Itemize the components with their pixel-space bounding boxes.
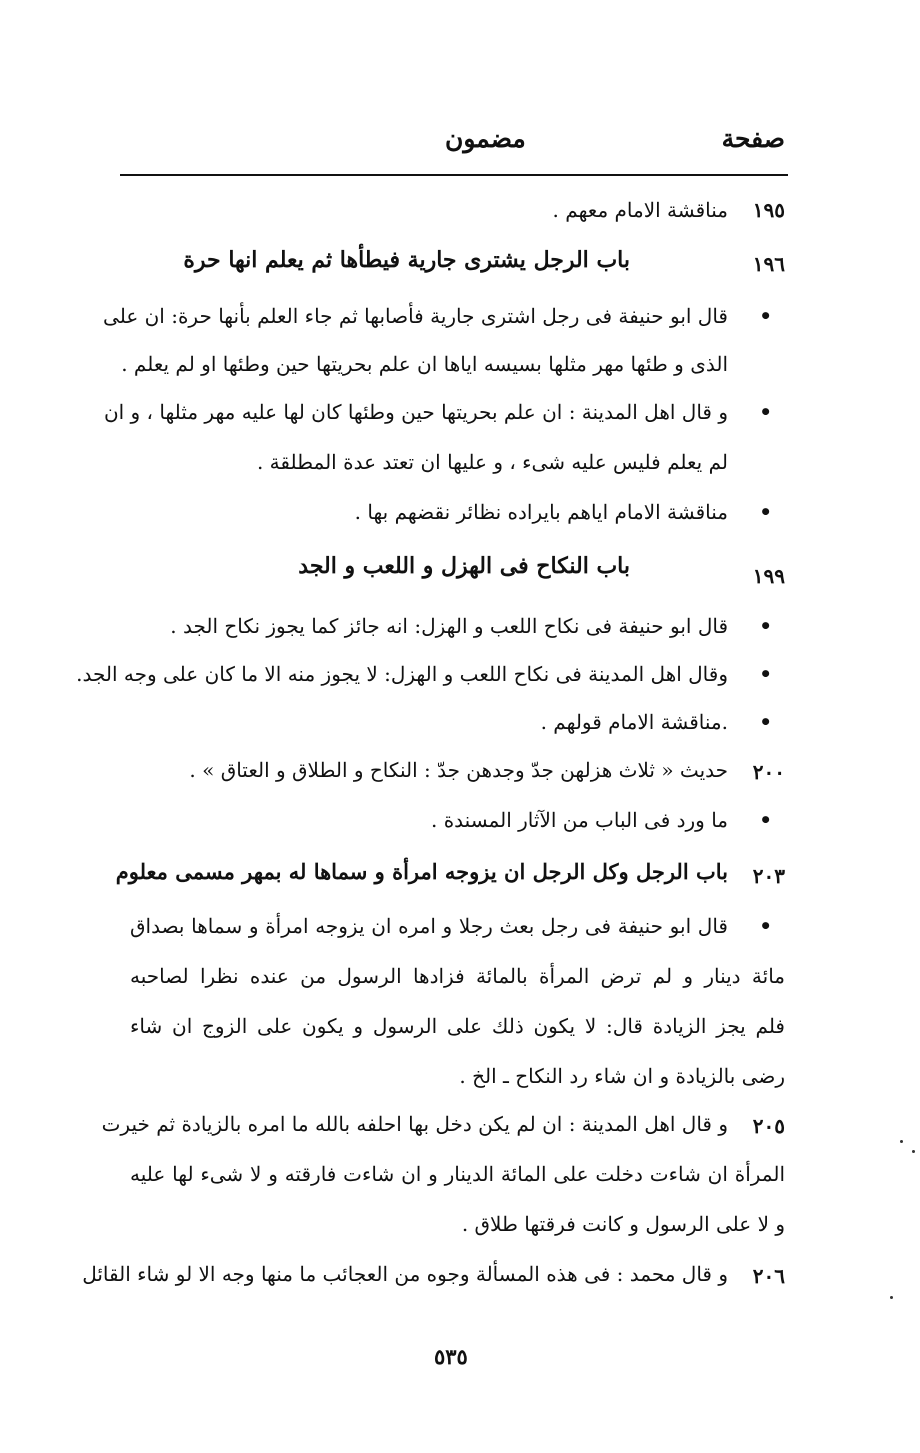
- margin-speck: [912, 1150, 915, 1153]
- entry-text-continued: مائة دينار و لم ترض المرأة بالمائة فزادها الرسول من عنده نظرا لصاحبه: [130, 964, 785, 988]
- bullet-marker: •: [759, 614, 772, 638]
- entry-text: و قال اهل المدينة : ان علم بحريتها حين وطئها كان لها عليه مهر مثلها ، و ان: [103, 400, 728, 424]
- bullet-marker: •: [759, 500, 772, 524]
- entry-number: ٢٠٣: [752, 864, 785, 888]
- chapter-heading: باب الرجل يشترى جارية فيطأها ثم يعلم انها حرة: [183, 247, 630, 273]
- column-header-content: مضمون: [445, 124, 526, 153]
- entry-text-continued: رضى بالزيادة و ان شاء رد النكاح ـ الخ .: [459, 1064, 785, 1088]
- entry-text-continued: الذى و طئها مهر مثلها بسيسه اياها ان علم بحريتها حين وطئها او لم يعلم .: [121, 352, 728, 376]
- chapter-heading: باب الرجل وكل الرجل ان يزوجه امرأة و سماها له بمهر مسمى معلوم: [115, 859, 728, 884]
- entry-text-continued: لم يعلم فليس عليه شىء ، و عليها ان تعتد عدة المطلقة .: [256, 450, 728, 474]
- entry-text: قال ابو حنيفة فى رجل بعث رجلا و امره ان يزوجه امرأة و سماها بصداق: [130, 914, 728, 938]
- bullet-marker: •: [759, 662, 772, 686]
- entry-text-continued: فلم يجز الزيادة قال: لا يكون ذلك على الرسول و يكون على الزوج ان شاء: [130, 1014, 785, 1038]
- bullet-marker: •: [759, 914, 772, 938]
- entry-text-continued: المرأة ان شاءت دخلت على المائة الدينار و ان شاءت فارقته و لا شىء لها عليه: [130, 1162, 785, 1186]
- entry-number: ١٩٦: [752, 252, 785, 276]
- entry-text: مناقشة الامام اياهم بايراده نظائر نقضهم بها .: [354, 500, 728, 524]
- entry-number: ٢٠٦: [752, 1264, 785, 1288]
- header-rule: [120, 174, 788, 176]
- page-number: ٥٣٥: [434, 1344, 468, 1369]
- entry-text: و قال اهل المدينة : ان لم يكن دخل بها احلفه بالله ما امره بالزيادة ثم خيرت: [101, 1112, 728, 1136]
- bullet-marker: •: [759, 304, 772, 328]
- bullet-marker: •: [759, 400, 772, 424]
- bullet-marker: •: [759, 710, 772, 734]
- bullet-marker: •: [759, 808, 772, 832]
- entry-text: مناقشة الامام معهم .: [552, 198, 728, 222]
- margin-speck: [900, 1140, 903, 1143]
- entry-text: ما ورد فى الباب من الآثار المسندة .: [430, 808, 728, 832]
- column-header-page: صفحة: [721, 124, 785, 153]
- entry-text: قال ابو حنيفة فى رجل اشترى جارية فأصابها ثم جاء العلم بأنها حرة: ان على: [103, 304, 728, 328]
- entry-number: ٢٠٥: [752, 1114, 785, 1138]
- entry-text-continued: و لا على الرسول و كانت فرقتها طلاق .: [461, 1212, 785, 1236]
- chapter-heading: باب النكاح فى الهزل و اللعب و الجد: [298, 553, 630, 579]
- margin-speck: [890, 1296, 893, 1299]
- entry-number: ١٩٥: [752, 198, 785, 222]
- entry-text: حديث « ثلاث هزلهن جدّ وجدهن جدّ : النكاح و الطلاق و العتاق » .: [189, 758, 728, 782]
- entry-text: .مناقشة الامام قولهم .: [540, 710, 728, 734]
- entry-text: وقال اهل المدينة فى نكاح اللعب و الهزل: لا يجوز منه الا ما كان على وجه الجد.: [76, 662, 728, 686]
- entry-number: ١٩٩: [752, 564, 785, 588]
- entry-number: ٢٠٠: [752, 760, 785, 784]
- entry-text: قال ابو حنيفة فى نكاح اللعب و الهزل: انه جائز كما يجوز نكاح الجد .: [170, 614, 728, 638]
- entry-text: و قال محمد : فى هذه المسألة وجوه من العجائب ما منها وجه الا لو شاء القائل: [82, 1262, 728, 1286]
